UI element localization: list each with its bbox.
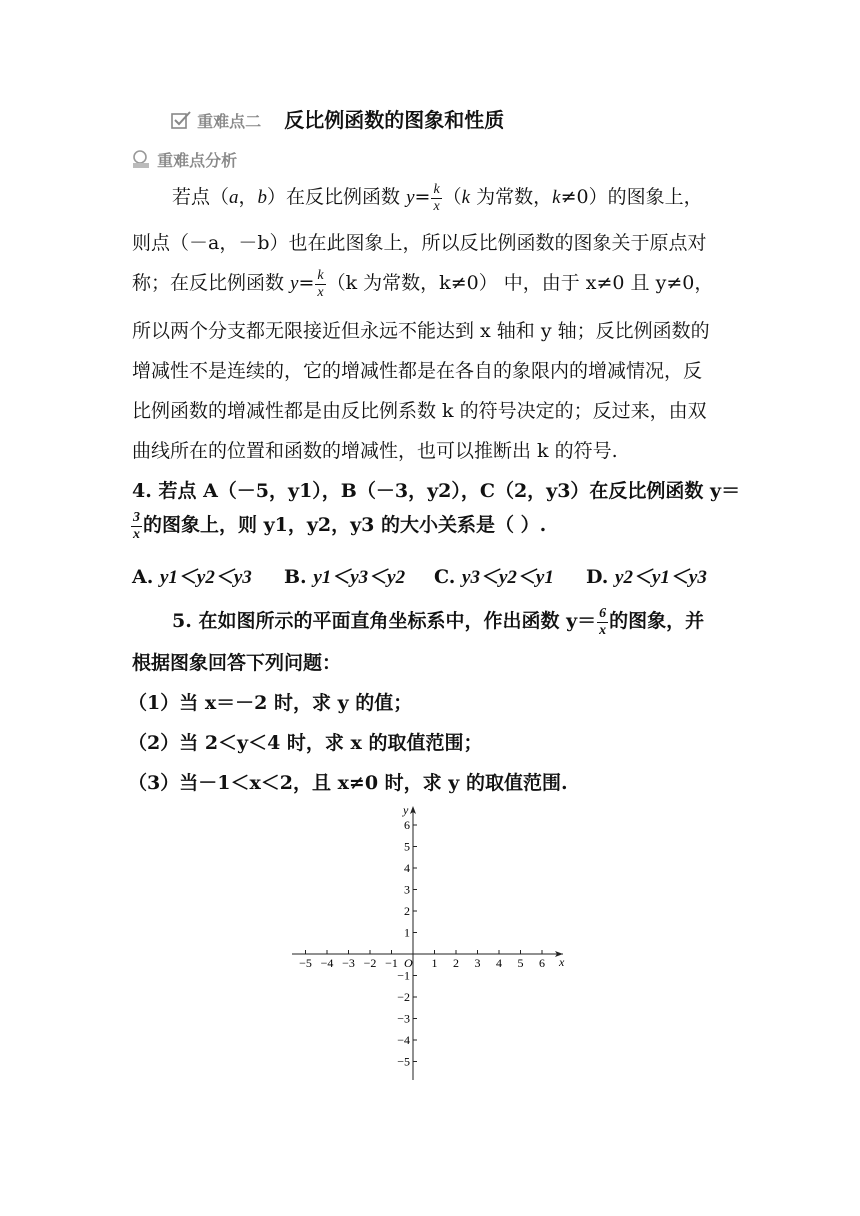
q4-option-a: A. y1＜y2＜y3	[132, 566, 252, 588]
section-tag: 重难点二	[197, 112, 262, 131]
section-header	[170, 104, 504, 133]
q4-line-1: 4. 若点 A（－5，y1），B（－3，y2），C（2，y3）在反比例函数 y＝	[132, 480, 741, 502]
x-tick-label: −5	[299, 956, 312, 970]
analysis-line-5: 增减性不是连续的，它的增减性都是在各自的象限内的增减情况，反	[132, 360, 703, 382]
y-tick-label: −5	[397, 1054, 410, 1069]
section-title: 反比例函数的图象和性质	[284, 108, 505, 132]
analysis-header	[130, 148, 237, 171]
analysis-line-7: 曲线所在的位置和函数的增减性，也可以推断出 k 的符号.	[132, 440, 618, 462]
analysis-line-6: 比例函数的增减性都是由反比例系数 k 的符号决定的；反过来，由双	[132, 400, 707, 422]
y-tick-label: −2	[397, 990, 410, 1004]
y-tick-label: 4	[404, 861, 410, 875]
q5-part-1: （1）当 x＝－2 时，求 y 的值；	[128, 692, 413, 714]
origin-label: O	[404, 956, 413, 970]
y-tick-label: 5	[404, 839, 410, 854]
y-tick-label: 6	[404, 818, 410, 832]
q4-line-2: $\frac{3}{x}$ 的图象上，则 y1，y2，y3 的大小关系是（ ）.	[133, 509, 547, 542]
coordinate-plane	[280, 800, 580, 1090]
x-tick-label: 3	[474, 956, 481, 970]
q5-part-3: （3）当－1＜x＜2，且 x≠0 时，求 y 的取值范围.	[128, 772, 568, 794]
y-tick-label: −1	[397, 968, 410, 983]
analysis-line-1: 若点（a，b）在反比例函数 y= $\frac{k}{x}$ （k 为常数，k≠0）的图象上，	[172, 181, 703, 214]
y-tick-label: −4	[397, 1033, 410, 1047]
checkbox-icon	[170, 110, 192, 130]
fraction-k-over-x-2: $\frac{k}{x}$	[317, 267, 324, 300]
analysis-line-4: 所以两个分支都无限接近但永远不能达到 x 轴和 y 轴；反比例函数的	[132, 320, 710, 342]
q5-line-2: 根据图象回答下列问题：	[132, 652, 342, 674]
analysis-line-2: 则点（－a，－b）也在此图象上，所以反比例函数的图象关于原点对	[132, 232, 707, 254]
fraction-6-over-x: $\frac{6}{x}$	[599, 605, 607, 638]
x-tick-label: −1	[385, 956, 398, 970]
y-tick-label: 2	[404, 904, 410, 918]
x-tick-label: 6	[539, 956, 545, 970]
x-tick-label: 5	[517, 956, 524, 970]
x-tick-label: −3	[342, 956, 355, 970]
y-axis-label: y	[403, 803, 409, 817]
x-tick-label: −4	[320, 956, 334, 970]
x-tick-label: −2	[363, 956, 377, 970]
x-tick-label: 1	[431, 956, 438, 970]
analysis-tag: 重难点分析	[157, 151, 238, 170]
x-tick-label: 2	[453, 956, 459, 970]
fraction-3-over-x: $\frac{3}{x}$	[133, 509, 140, 542]
x-tick-label: 4	[496, 956, 502, 970]
q4-option-d: D. y2＜y1＜y3	[586, 566, 707, 588]
q5-part-2: （2）当 2＜y＜4 时，求 x 的取值范围；	[128, 732, 483, 754]
q4-option-b: B. y1＜y3＜y2	[284, 566, 406, 588]
analysis-line-3: 称；在反比例函数 y= $\frac{k}{x}$ （k 为常数，k≠0） 中，由于 x≠0 且 y≠0，	[132, 267, 714, 300]
y-tick-label: −3	[397, 1011, 410, 1026]
y-tick-label: 1	[404, 925, 410, 940]
fraction-k-over-x: $\frac{k}{x}$	[433, 181, 440, 214]
q5-line-1: 5. 在如图所示的平面直角坐标系中，作出函数 y＝ $\frac{6}{x}$ 的图象，并	[172, 605, 705, 638]
y-tick-label: 3	[404, 882, 410, 897]
lightbulb-icon	[130, 149, 152, 169]
q4-option-c: C. y3＜y2＜y1	[434, 566, 554, 588]
x-axis-label: x	[559, 955, 565, 969]
